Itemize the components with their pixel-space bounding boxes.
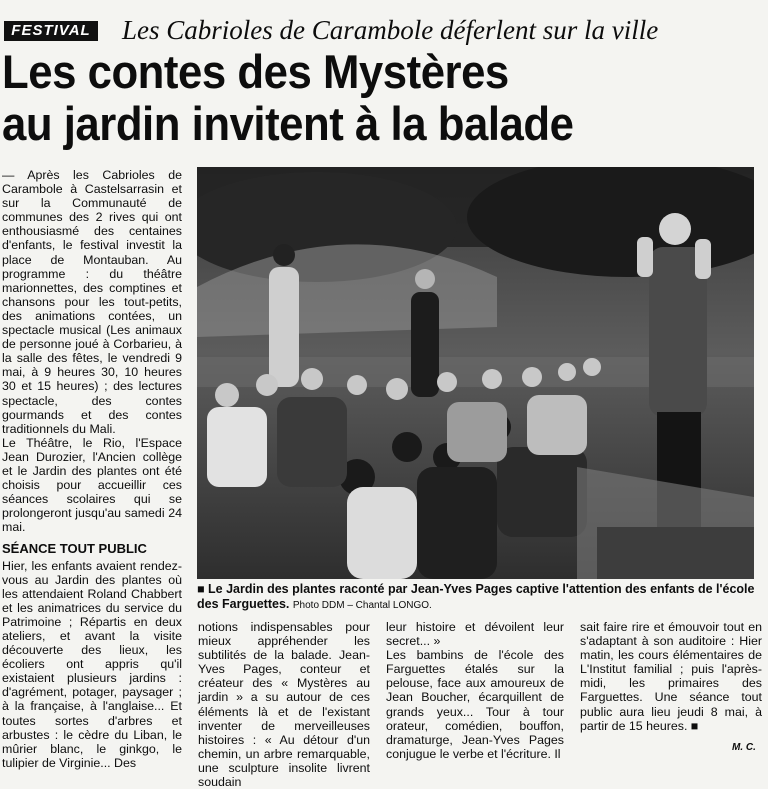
column-2 bbox=[198, 620, 370, 789]
photo-credit: Photo DDM – Chantal LONGO. bbox=[292, 600, 432, 611]
section-rubric: FESTIVAL bbox=[4, 21, 98, 41]
paragraph-col3-b: Les bambins de l'école des Farguettes étalés sur la pelouse, face aux amoureux de Jean Boucher, écarquillent de grands yeux... Tour à tour orateur, comédien, bouffon, dramaturge, Jean-Yves Pages conjugue le verbe et l'écriture. Il bbox=[386, 648, 564, 761]
paragraph-col4 bbox=[580, 620, 762, 733]
paragraph-col2: notions indispensables pour mieux appréhender les subtilités de la balade. Jean-Yves Pages, conteur et créateur des « Mystères au jardin » a su autour de ces éléments là et de l'existant inventer de merveilleuses histoires : « Au détour d'un chemin, un arbre remarquable, une sculpture insolite livrent soudain bbox=[198, 620, 370, 789]
paragraph-col3-a: leur histoire et dévoilent leur secret... » bbox=[386, 620, 564, 649]
article-photo bbox=[197, 167, 754, 579]
caption-text: Le Jardin des plantes raconté par Jean-Yves Pages captive l'attention des enfants de l'école des Farguettes. bbox=[197, 582, 755, 611]
headline-line-2: au jardin invitent à la balade bbox=[2, 97, 574, 150]
caption-bullet: ■ bbox=[197, 582, 205, 596]
kicker-subtitle: Les Cabrioles de Carambole déferlent sur la ville bbox=[122, 15, 659, 45]
paragraph-intro: — Après les Cabrioles de Carambole à Castelsarrasin et sur la Communauté de communes des 2 rives qui ont enthousiasmé des centaines d'enfants, le festival investit la place de Montauban. Au programme : du théâtre marionnettes, des comptines et chansons pour les tout-petits, des animations contées, un spectacle musical (Les animaux de personne joué à Corbarieu, à la salle des fêtes, le vendredi 9 mai, à 9 heures 30, 10 heures 30 et 15 heures) ; des lectures spectacle, des contes gourmands et des contes traditionnels du Mali. bbox=[2, 168, 182, 436]
photo-caption bbox=[197, 582, 757, 613]
author-signature: M. C. bbox=[732, 742, 756, 753]
column-1 bbox=[2, 168, 182, 770]
paragraph-venues: Le Théâtre, le Rio, l'Espace Jean Durozier, l'Ancien collège et le Jardin des plantes ont été choisis pour accueillir ces séances scolaires qui se prolongeront jusqu'au samedi 24 mai. bbox=[2, 435, 182, 535]
column-3 bbox=[386, 620, 564, 761]
paragraph-visit: Hier, les enfants avaient rendez-vous au Jardin des plantes où les attendaient Roland Chabbert et les animatrices du service du Patrimoine ; Répartis en deux ateliers, et avant la visite découverte des lieux, les écoliers ont appris qu'il existaient plusieurs jardins : d'agrément, potager, paysager ; à la française, à l'anglaise... Et toutes sortes d'arbres et arbustes : le cèdre du Liban, le mûrier blanc, le ginkgo, le tulipier de Virginie... Des bbox=[2, 558, 182, 770]
headline-line-1: Les contes des Mystères bbox=[2, 45, 509, 98]
headline bbox=[2, 46, 573, 150]
end-mark: ■ bbox=[690, 718, 699, 733]
col4-text: sait faire rire et émouvoir tout en s'adaptant à son auditoire : Hier matin, les cours élémentaires de L'Institut familial ; puis l'après-midi, les primaires des Farguettes. Une séance tout public aura lieu jeudi 8 mai, à partir de 15 heures. bbox=[580, 620, 762, 733]
column-4 bbox=[580, 620, 762, 733]
subheading: SÉANCE TOUT PUBLIC bbox=[2, 541, 147, 557]
photo-illustration bbox=[197, 167, 754, 579]
